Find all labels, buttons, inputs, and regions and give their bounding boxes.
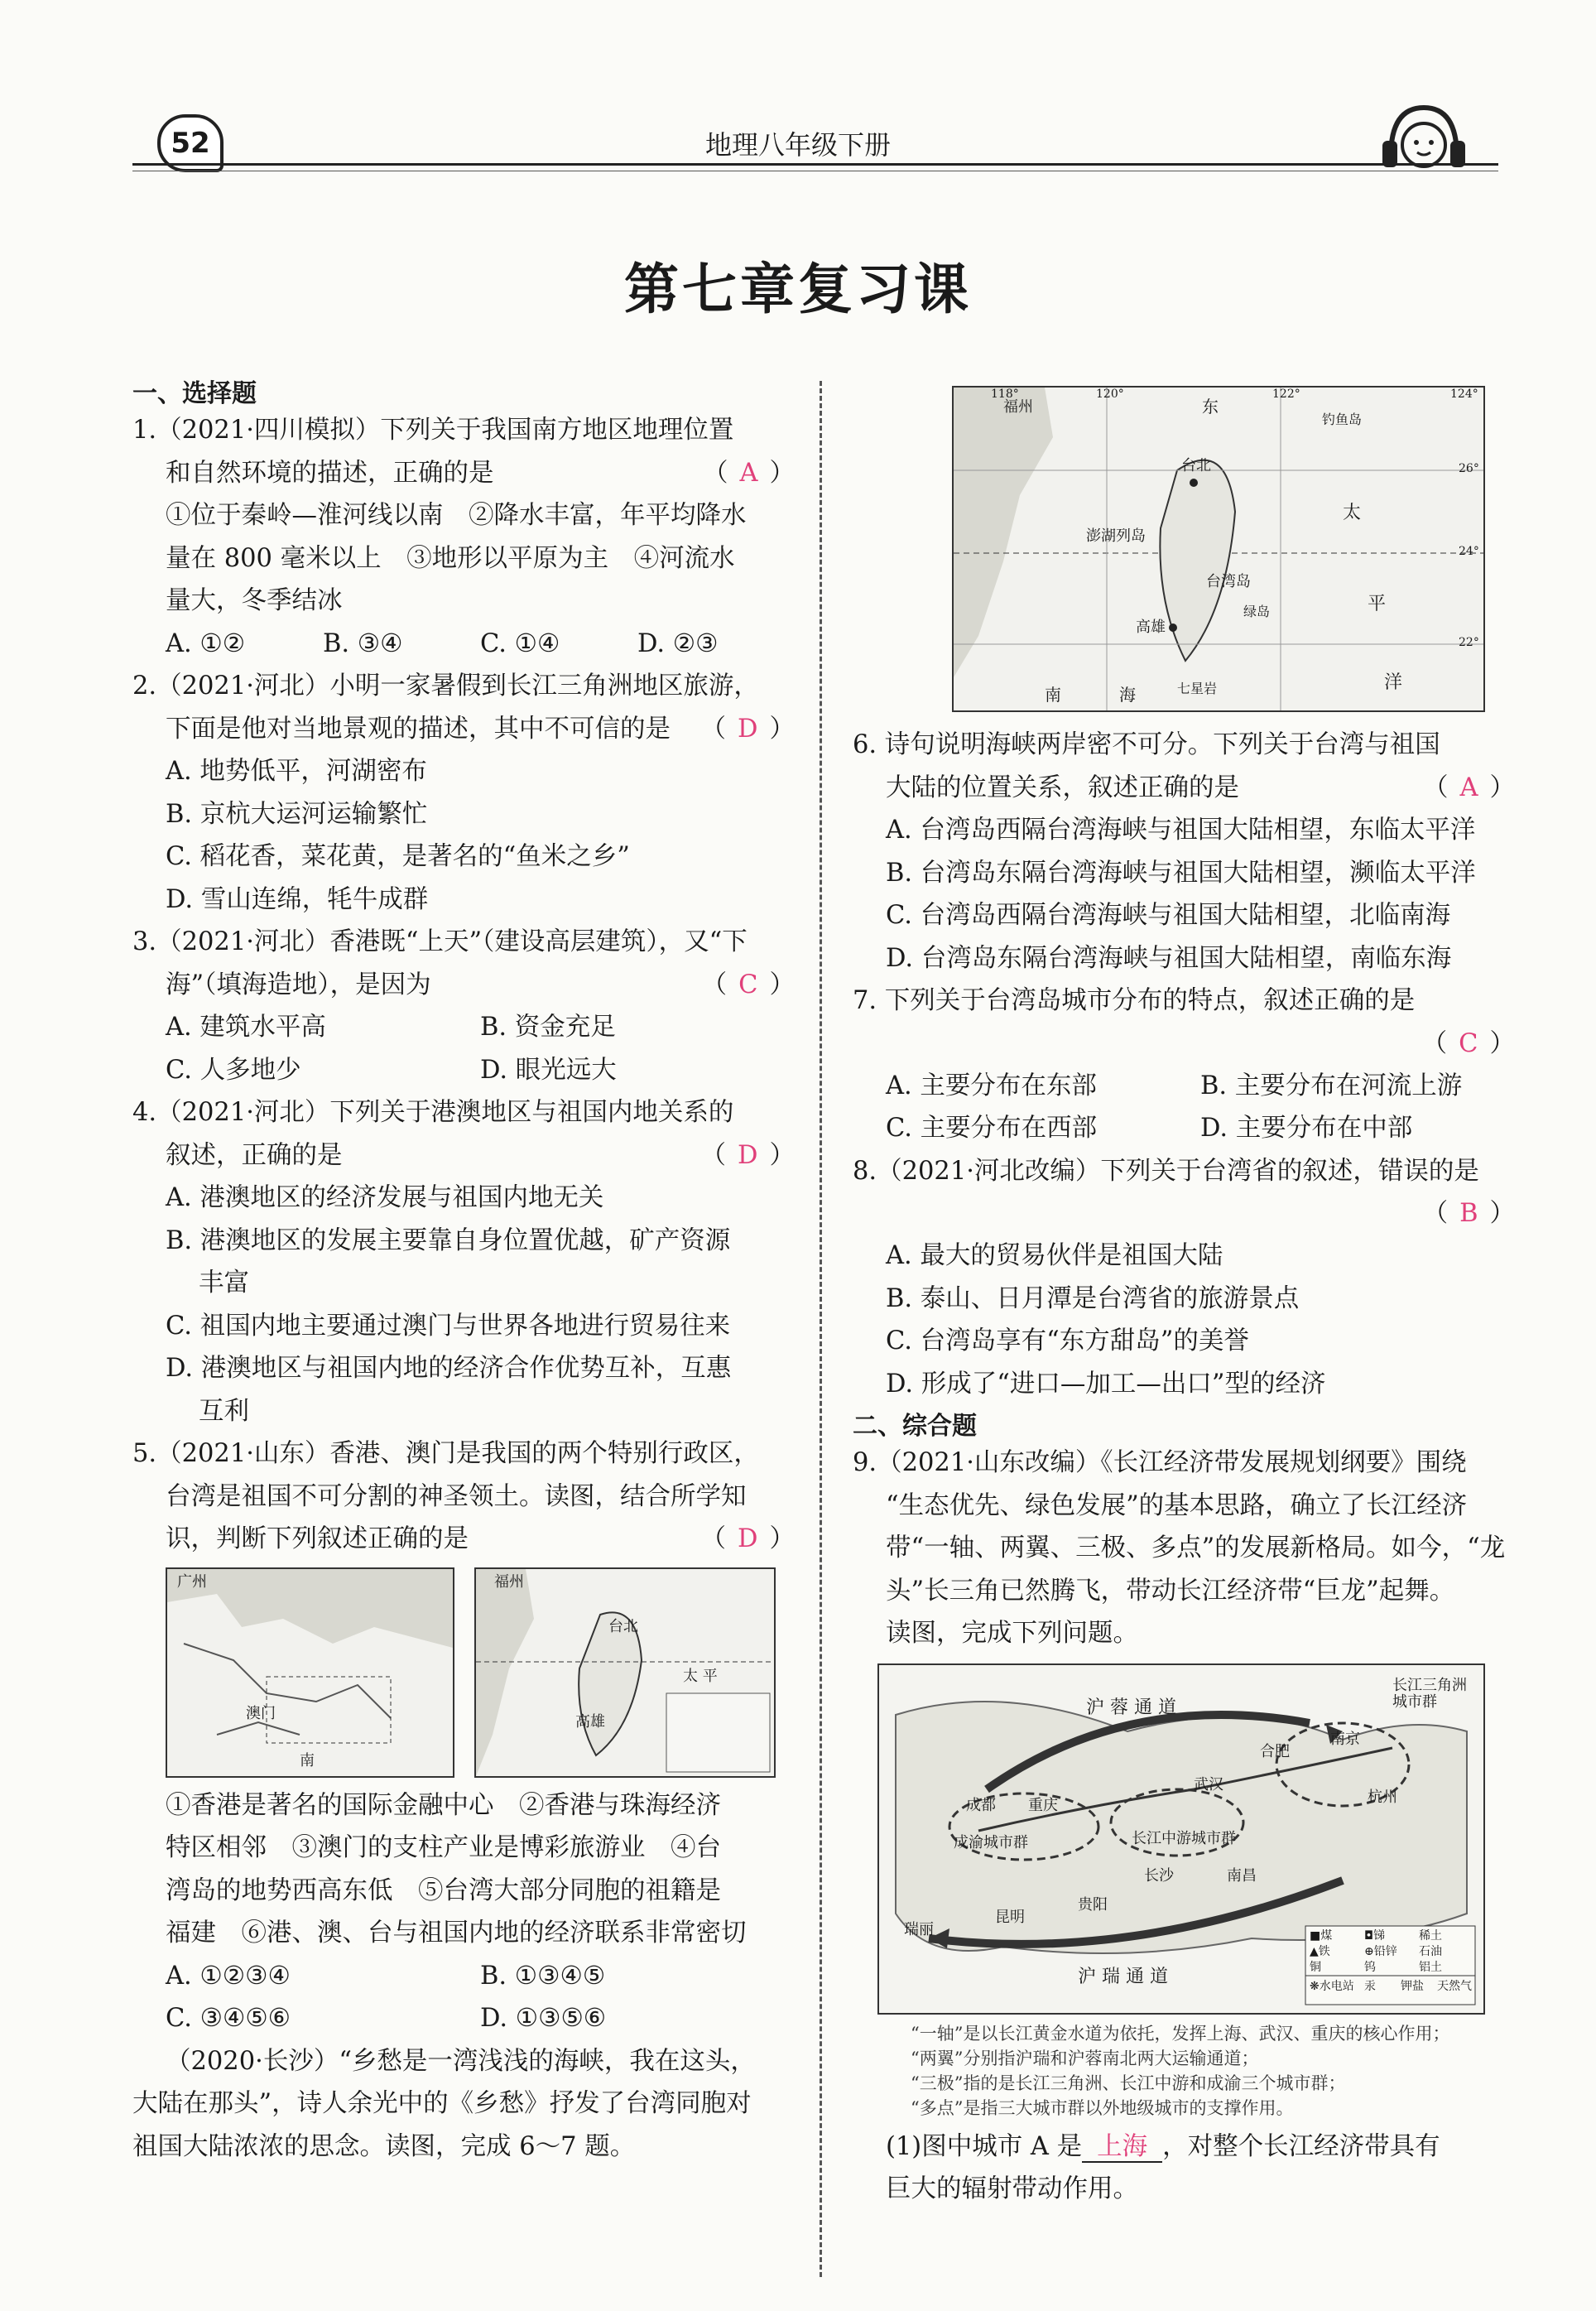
question-4: 4.（2021·河北）下列关于港澳地区与祖国内地关系的 叙述，正确的是 （ D ） A. 港澳地区的经济发展与祖国内地无关 B. 港澳地区的发展主要靠自身位置优越，矿产资源 丰富 C. 祖国内地主要通过澳门与世界各地进行贸易往来 D. 港澳地区与祖国内地的经济合作优势互补，互惠 互利 [132,1098,795,1426]
page-number: 52 [157,114,224,172]
question-5: 5.（2021·山东）香港、澳门是我国的两个特别行政区， 台湾是祖国不可分割的神圣领土。读图，结合所学知 识，判断下列叙述正确的是 （ D ） 广州 澳门 南 福州 台北 高雄 太 平 ①香港是著名的国际金融中心 ②香港与珠海经济 特区相邻 ③澳门的支柱产业是博彩旅游业 ④台 湾岛的地势西高东低 ⑤台湾大部分同胞的祖籍是 福建 ⑥港、澳、台与祖国内地的经济联系非常密切 A. ①②③④ B. ①③④⑤ C. ③④⑤⑥ D. ①③⑤⑥ [132,1439,795,2033]
question-9: 9.（2021·山东改编）《长江经济带发展规划纲要》围绕 “生态优先、绿色发展”的基本思路，确立了长江经济 带“一轴、两翼、三极、多点”的发展新格局。如今，“龙 头”长三角已然腾飞，带动长江经济带“巨龙”起舞。 读图，完成下列问题。 长江三角洲城市群 沪 蓉 通 道 成都 重庆 武汉 合肥 南京 杭州 长江中游城市群 长沙 南昌 成渝城市群 贵阳 昆明 瑞丽 沪 瑞 通 道 ■煤 ◘锑 稀土 ▲铁 ⊕铅锌 石油 铜 钨 铝土 ❋水电站 汞 钾盐 天然气 “一轴”是以长江黄金水道为依托，发挥上海、武汉、重庆的核心作用； “两翼”分别指沪瑞和沪蓉南北两大运输通道； “三极”指的是长江三角洲、长江中游和成渝三个城市群； “多点”是指三大城市群以外地级城市的支撑作用。 (1)图中城市 A 是 上海 ，对整个长江经济带具有 巨大的辐射带动作用。 [853,1442,1515,2211]
header-rule [132,163,1498,166]
section-heading-comprehensive: 二、综合题 [853,1412,977,1441]
answer-blank: （ A ） [702,458,795,488]
intro-questions-6-7: （2020·长沙）“乡愁是一湾浅浅的海峡，我在这头， 大陆在那头”，诗人余光中的《乡愁》抒发了台湾同胞对 祖国大陆浓浓的思念。读图，完成 6～7 题。 [132,2046,756,2161]
answer-blank: （ B ） [1422,1199,1515,1228]
answer-blank: （ C ） [1421,1028,1515,1058]
map-yangtze-economic-belt: 长江三角洲城市群 沪 蓉 通 道 成都 重庆 武汉 合肥 南京 杭州 长江中游城市群 长沙 南昌 成渝城市群 贵阳 昆明 瑞丽 沪 瑞 通 道 ■煤 ◘锑 稀土 ▲铁 ⊕铅锌 石油 铜 钨 铝土 ❋水电站 汞 钾盐 天然气 [877,1663,1485,2015]
left-column [132,373,795,2168]
fill-blank-answer: 上海 [1082,2132,1162,2163]
right-column [853,373,1515,2211]
map-taiwan-strait: 福州 台北 澎湖列岛 台湾岛 高雄 绿岛 钓鱼岛 东 南 海 太 平 洋 七星岩 118° 120° 122° 124° 26° 24° 22° [952,386,1485,712]
question-2: 2.（2021·河北）小明一家暑假到长江三角洲地区旅游， 下面是他对当地景观的描述，其中不可信的是 （ D ） A. 地势低平，河湖密布 B. 京杭大运河运输繁忙 C. 稻花香，菜花黄，是著名的“鱼米之乡” D. 雪山连绵，牦牛成群 [132,672,795,914]
question-6: 6. 诗句说明海峡两岸密不可分。下列关于台湾与祖国 大陆的位置关系，叙述正确的是 （ A ） A. 台湾岛西隔台湾海峡与祖国大陆相望，东临太平洋 B. 台湾岛东隔台湾海峡与祖国大陆相望，濒临太平洋 C. 台湾岛西隔台湾海峡与祖国大陆相望，北临南海 D. 台湾岛东隔台湾海峡与祖国大陆相望，南临东海 [853,730,1515,973]
answer-blank: （ A ） [1422,773,1515,802]
map-notes: “一轴”是以长江黄金水道为依托，发挥上海、武汉、重庆的核心作用； “两翼”分别指沪瑞和沪蓉南北两大运输通道； “三极”指的是长江三角洲、长江中游和成渝三个城市群； “多点”是指三大城市群以外地级城市的支撑作用。 [911,2023,1450,2118]
answer-blank: （ D ） [700,1524,795,1553]
question-3: 3.（2021·河北）香港既“上天”（建设高层建筑），又“下 海”（填海造地），是因为 （ C ） A. 建筑水平高 B. 资金充足 C. 人多地少 D. 眼光远大 [132,927,795,1085]
question-7: 7. 下列关于台湾岛城市分布的特点，叙述正确的是 （ C ） A. 主要分布在东部 B. 主要分布在河流上游 C. 主要分布在西部 D. 主要分布在中部 [853,986,1515,1143]
answer-blank: （ D ） [700,714,795,744]
map-taiwan-small: 福州 台北 高雄 太 平 [474,1567,776,1778]
column-divider [820,381,822,2277]
map-legend: ■煤 ◘锑 稀土 ▲铁 ⊕铅锌 石油 铜 钨 铝土 ❋水电站 汞 钾盐 天然气 [1310,1928,1472,1993]
map-hong-kong-macao: 广州 澳门 南 [166,1567,454,1778]
question-8: 8.（2021·河北改编）下列关于台湾省的叙述，错误的是 （ B ） A. 最大的贸易伙伴是祖国大陆 B. 泰山、日月潭是台湾省的旅游景点 C. 台湾岛享有“东方甜岛”的美誉 D. 形成了“进口—加工—出口”型的经济 [853,1156,1515,1399]
question-1: 1.（2021·四川模拟）下列关于我国南方地区地理位置 和自然环境的描述，正确的是 （ A ） ①位于秦岭—淮河线以南 ②降水丰富，年平均降水 量在 800 毫米以上 ③地形以平原为主 ④河流水 量大，冬季结冰 A. ①② B. ③④ C. ①④ D. ②③ [132,416,795,658]
section-heading-choice: 一、选择题 [132,379,257,408]
answer-blank: （ C ） [701,970,795,999]
answer-blank: （ D ） [700,1140,795,1170]
chapter-title: 第七章复习课 [624,257,972,321]
book-title: 地理八年级下册 [704,129,891,161]
